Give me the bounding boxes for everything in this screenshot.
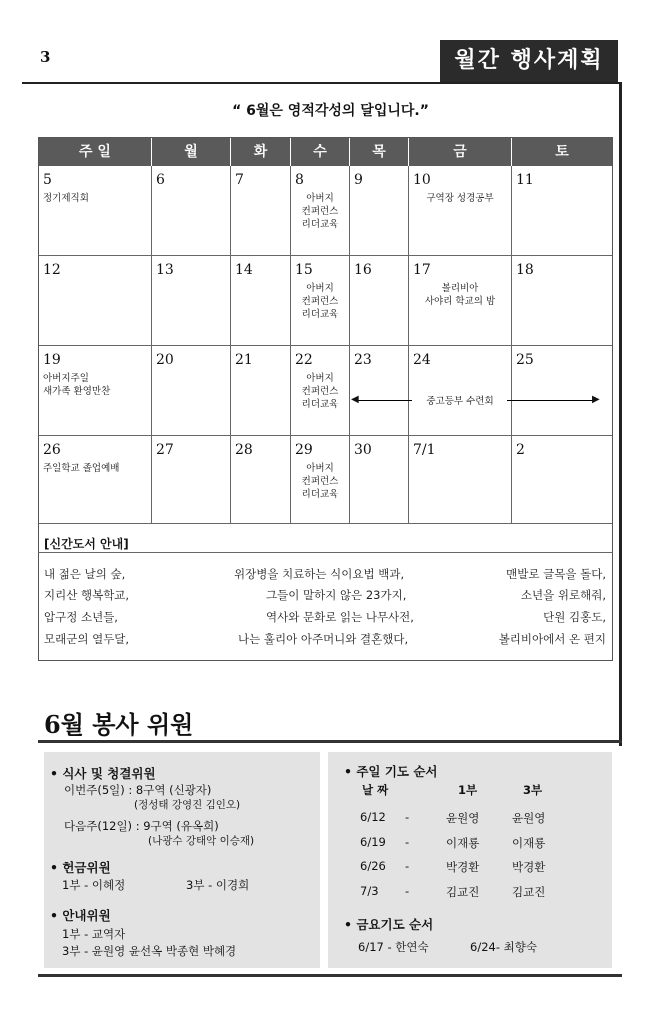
book-title: 위장병을 치료하는 식이요법 백과, [234,567,405,581]
offering-committee-heading: • 헌금위원 [50,860,111,875]
prayer-dash: - [405,884,410,898]
usher-committee-heading: • 안내위원 [50,908,111,923]
friday-prayer-heading: • 금요기도 순서 [344,917,434,932]
day-cell [231,346,291,436]
day-cell [409,166,512,256]
day-number: 28 [235,442,253,458]
weekday-mon: 월 [152,138,231,166]
prayer-first: 박경환 [446,860,480,874]
weekday-fri: 금 [409,138,512,166]
prayer-third: 이재룡 [512,836,546,850]
day-cell [152,346,231,436]
day-event: 주일학교 졸업예배 [43,463,120,474]
day-cell [39,256,152,346]
day-number: 8 [295,172,304,188]
day-number: 29 [295,442,313,458]
day-cell [409,346,512,436]
prayer-col-date: 날 짜 [362,783,389,797]
day-cell [39,166,152,256]
book-title: 내 젊은 날의 숲, [44,567,126,581]
prayer-date: 6/12 [360,810,386,824]
book-title: 소년을 위로해줘, [520,588,606,602]
offering-third-service: 3부 - 이경희 [186,878,250,892]
prayer-dash: - [405,859,410,873]
day-number: 20 [156,352,174,368]
frame-right-rule [619,82,622,746]
day-event: 아버지 컨퍼런스 리더교육 [301,283,339,320]
meal-next-week-members: (나광수 강태악 이승재) [148,835,255,847]
prayer-col-first: 1부 [458,783,478,797]
prayer-date: 6/26 [360,859,386,873]
day-number: 22 [295,352,313,368]
day-cell [231,436,291,524]
day-cell [350,436,409,524]
day-event: 볼리비아 사야리 학교의 밤 [424,283,496,307]
day-number: 13 [156,262,174,278]
prayer-third: 박경환 [512,860,546,874]
book-title: 나는 훌리아 아주머니와 결혼했다, [238,632,409,646]
day-number: 25 [516,352,534,368]
day-number: 7 [235,172,244,188]
book-title: 볼리비아에서 온 편지 [498,632,606,646]
day-cell [350,166,409,256]
day-cell [512,166,612,256]
span-event-label: 중고등부 수련회 [426,396,494,407]
day-number: 21 [235,352,253,368]
section-title: 월간 행사계획 [440,40,618,82]
day-cell [152,256,231,346]
weekday-thu: 목 [350,138,409,166]
day-cell [350,256,409,346]
meal-next-week: 다음주(12일) : 9구역 (유옥희) [64,819,219,833]
weekday-sat: 토 [512,138,612,166]
day-number: 11 [516,172,534,188]
new-books-heading: [신간도서 안내] [44,537,129,551]
monthly-calendar [38,137,613,661]
book-title: 모래군의 열두달, [44,632,130,646]
day-number: 26 [43,442,61,458]
frame-top-rule [22,82,622,84]
prayer-date: 7/3 [360,884,379,898]
day-event: 아버지 컨퍼런스 리더교육 [301,373,339,410]
weekday-tue: 화 [231,138,291,166]
span-arrow-right-line [507,400,595,401]
day-event: 정기제직회 [43,193,89,204]
meal-this-week-members: (정성태 강영진 김인오) [134,799,241,811]
arrow-left-icon: ◀ [351,394,359,405]
book-title: 지리산 행복학교, [44,588,130,602]
prayer-first: 윤원영 [446,811,480,825]
page-number: 3 [40,48,51,66]
prayer-dash: - [405,835,410,849]
day-cell [291,436,350,524]
book-title: 맨발로 글목을 돌다, [506,567,606,581]
prayer-third: 김교진 [512,885,546,899]
book-title: 압구정 소년들, [44,610,118,624]
day-event: 아버지 컨퍼런스 리더교육 [301,463,339,500]
day-cell [231,256,291,346]
day-cell [291,346,350,436]
day-cell [409,436,512,524]
day-cell [39,346,152,436]
book-title: 단원 김홍도, [543,610,606,624]
meal-this-week: 이번주(5일) : 8구역 (신광자) [64,783,212,797]
day-number: 7/1 [413,442,436,458]
day-cell [512,436,612,524]
monthly-theme-quote: “ 6월은 영적각성의 달입니다.” [232,103,429,119]
span-arrow-left-line [356,400,412,401]
day-cell [512,256,612,346]
day-event: 아버지 컨퍼런스 리더교육 [301,193,339,230]
weekday-wed: 수 [291,138,350,166]
arrow-right-icon: ▶ [592,394,600,405]
prayer-first: 김교진 [446,885,480,899]
usher-first-service: 1부 - 교역자 [62,927,126,941]
friday-prayer-entry: 6/24- 최향숙 [470,940,537,954]
new-books-rule [38,552,613,553]
day-number: 19 [43,352,61,368]
prayer-dash: - [405,810,410,824]
book-title: 역사와 문화로 읽는 나무사전, [266,610,414,624]
day-number: 16 [354,262,372,278]
weekday-sun: 주 일 [39,138,152,166]
day-cell [409,256,512,346]
bottom-rule [38,974,622,977]
friday-prayer-entry: 6/17 - 한연숙 [358,940,429,954]
day-number: 17 [413,262,431,278]
day-number: 24 [413,352,431,368]
prayer-third: 윤원영 [512,811,546,825]
day-number: 30 [354,442,372,458]
service-committee-title: 6월 봉사 위원 [44,710,194,739]
day-cell [291,256,350,346]
offering-first-service: 1부 - 이혜정 [62,878,126,892]
day-number: 9 [354,172,363,188]
service-title-rule [38,740,622,743]
day-number: 12 [43,262,61,278]
prayer-first: 이재룡 [446,836,480,850]
day-number: 18 [516,262,534,278]
prayer-col-third: 3부 [523,783,543,797]
day-cell [350,346,409,436]
day-cell [231,166,291,256]
book-title: 그들이 말하지 않은 23가지, [266,588,407,602]
meal-committee-heading: • 식사 및 청결위원 [50,766,156,781]
day-cell [291,166,350,256]
day-cell [39,436,152,524]
day-event: 구역장 성경공부 [426,193,494,204]
day-number: 5 [43,172,52,188]
day-number: 23 [354,352,372,368]
day-number: 10 [413,172,431,188]
usher-third-service: 3부 - 윤원영 윤선옥 박종현 박혜경 [62,944,237,958]
day-number: 15 [295,262,313,278]
day-number: 2 [516,442,525,458]
day-event: 아버지주일 새가족 환영만찬 [43,373,111,397]
day-cell [152,436,231,524]
day-cell [512,346,612,436]
day-number: 27 [156,442,174,458]
day-cell [152,166,231,256]
day-number: 14 [235,262,253,278]
prayer-date: 6/19 [360,835,386,849]
sunday-prayer-heading: • 주일 기도 순서 [344,764,438,779]
day-number: 6 [156,172,165,188]
